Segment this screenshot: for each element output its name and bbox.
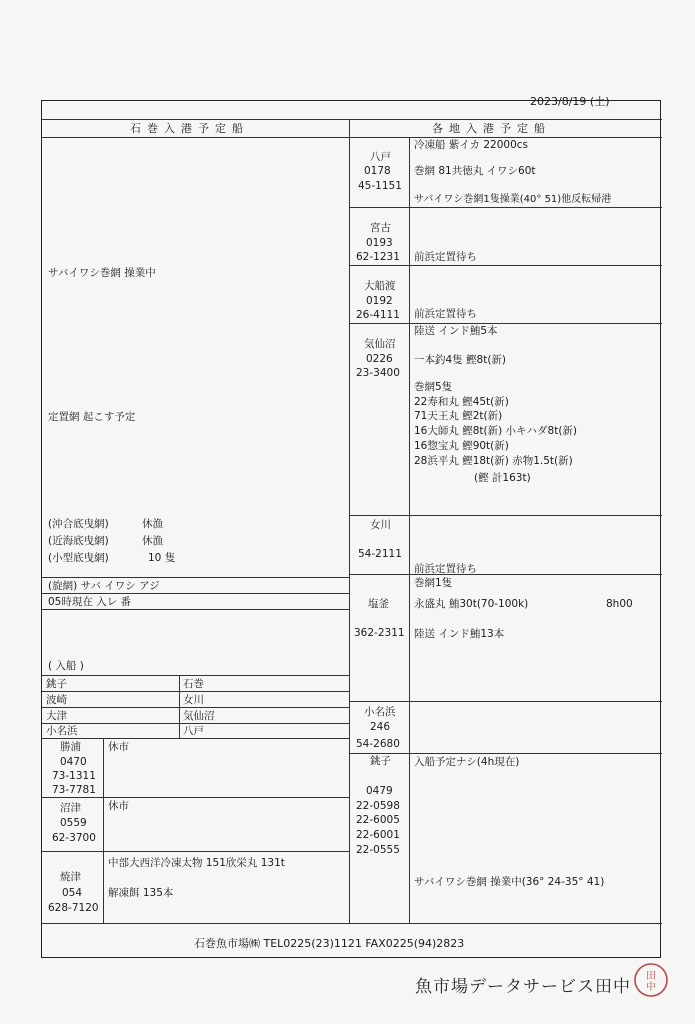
seal-text: 田 bbox=[646, 971, 656, 982]
hachinohe-line: 冷凍船 紫イカ 22000cs bbox=[414, 139, 529, 151]
numazu-status: 休市 bbox=[108, 800, 129, 812]
date: 2023/8/19 (土) bbox=[530, 95, 610, 108]
sokobiki-label: (沖合底曳網) bbox=[48, 518, 109, 530]
shiogama-line: 永盛丸 鮪30t(70-100k) bbox=[414, 598, 529, 610]
kesennuma-tel: 0226 bbox=[366, 353, 393, 365]
onahama-tel: 54-2680 bbox=[356, 738, 400, 750]
kesennuma-line: 22寿和丸 鰹45t(新) bbox=[414, 396, 509, 408]
ofunato-name: 大船渡 bbox=[364, 280, 396, 292]
kesennuma-line: 巻網5隻 bbox=[414, 381, 453, 393]
yaizu-name: 焼津 bbox=[60, 871, 81, 883]
yaizu-line: 中部大西洋冷凍太物 151欣栄丸 131t bbox=[108, 857, 285, 869]
numazu-tel: 0559 bbox=[60, 817, 87, 829]
header-other-ports: 各地入港予定船 bbox=[432, 122, 551, 135]
miyako-tel: 0193 bbox=[366, 237, 393, 249]
port-cell: 八戸 bbox=[183, 725, 204, 737]
katsuura-tel: 73-7781 bbox=[52, 784, 96, 796]
kesennuma-name: 気仙沼 bbox=[364, 338, 396, 350]
choshi-line: 入船予定ナシ(4h現在) bbox=[414, 756, 520, 768]
tanaka-seal-icon bbox=[633, 962, 669, 998]
shiogama-tel: 362-2311 bbox=[354, 627, 405, 639]
hachinohe-tel: 0178 bbox=[364, 165, 391, 177]
sokobiki-status: 休漁 bbox=[142, 518, 163, 530]
miyako-line: 前浜定置待ち bbox=[414, 251, 477, 263]
shiogama-line: 陸送 インド鮪13本 bbox=[414, 628, 505, 640]
data-service-stamp: 魚市場データサービス田中 bbox=[415, 977, 631, 997]
port-cell: 気仙沼 bbox=[183, 710, 215, 722]
katsuura-status: 休市 bbox=[108, 741, 129, 753]
sokobiki-label: (小型底曳網) bbox=[48, 552, 109, 564]
yaizu-line: 解凍餌 135本 bbox=[108, 887, 174, 899]
onagawa-tel: 54-2111 bbox=[358, 548, 402, 560]
katsuura-name: 勝浦 bbox=[60, 741, 81, 753]
kesennuma-line: 一本釣4隻 鰹8t(新) bbox=[414, 354, 507, 366]
hachinohe-line: 巻網 81共徳丸 イワシ60t bbox=[414, 165, 536, 177]
choshi-tel: 22-0598 bbox=[356, 800, 400, 812]
miyako-name: 宮古 bbox=[370, 222, 391, 234]
port-cell: 大津 bbox=[46, 710, 67, 722]
port-cell: 女川 bbox=[183, 694, 204, 706]
hachinohe-name: 八戸 bbox=[370, 151, 391, 163]
numazu-tel: 62-3700 bbox=[52, 832, 96, 844]
miyako-tel: 62-1231 bbox=[356, 251, 400, 263]
katsuura-tel: 73-1311 bbox=[52, 770, 96, 782]
choshi-tel: 0479 bbox=[366, 785, 393, 797]
kesennuma-line: (鰹 計163t) bbox=[474, 472, 531, 484]
onahama-tel: 246 bbox=[370, 721, 391, 733]
shiogama-line: 巻網1隻 bbox=[414, 577, 453, 589]
hachinohe-tel: 45-1151 bbox=[358, 180, 402, 192]
choshi-tel: 22-0555 bbox=[356, 844, 400, 856]
sokobiki-status: 10 隻 bbox=[148, 552, 176, 564]
sokobiki-label: (近海底曳網) bbox=[48, 535, 109, 547]
ofunato-tel: 26-4111 bbox=[356, 309, 400, 321]
choshi-name: 銚子 bbox=[370, 755, 391, 767]
kesennuma-line: 陸送 インド鮪5本 bbox=[414, 325, 498, 337]
yaizu-tel: 054 bbox=[62, 887, 83, 899]
sokobiki-status: 休漁 bbox=[142, 535, 163, 547]
shiogama-time: 8h00 bbox=[606, 598, 633, 610]
katsuura-tel: 0470 bbox=[60, 756, 87, 768]
port-cell: 波崎 bbox=[46, 694, 67, 706]
senami-label: (旋網) サバ イワシ アジ bbox=[48, 580, 160, 592]
teichi-status: 定置網 起こす予定 bbox=[48, 411, 136, 423]
onagawa-name: 女川 bbox=[370, 519, 391, 531]
port-cell: 小名浜 bbox=[46, 725, 78, 737]
choshi-tel: 22-6001 bbox=[356, 829, 400, 841]
seal-text: 中 bbox=[646, 982, 656, 993]
shiogama-name: 塩釜 bbox=[368, 598, 389, 610]
landing-schedule-sheet bbox=[41, 100, 661, 958]
genzai-label: 05時現在 入レ 番 bbox=[48, 596, 132, 608]
ofunato-tel: 0192 bbox=[366, 295, 393, 307]
numazu-name: 沼津 bbox=[60, 802, 81, 814]
kesennuma-line: 28浜平丸 鰹18t(新) 赤物1.5t(新) bbox=[414, 455, 573, 467]
onahama-name: 小名浜 bbox=[364, 706, 396, 718]
choshi-tel: 22-6005 bbox=[356, 814, 400, 826]
yaizu-tel: 628-7120 bbox=[48, 902, 99, 914]
kesennuma-line: 16惣宝丸 鰹90t(新) bbox=[414, 440, 509, 452]
kesennuma-tel: 23-3400 bbox=[356, 367, 400, 379]
kesennuma-line: 16大師丸 鰹8t(新) 小キハダ8t(新) bbox=[414, 425, 578, 437]
onagawa-line: 前浜定置待ち bbox=[414, 563, 477, 575]
hachinohe-line: サバイワシ巻網1隻操業(40° 51)他反転帰港 bbox=[414, 194, 612, 205]
nyusen-label: ( 入船 ) bbox=[48, 660, 84, 672]
kesennuma-line: 71天王丸 鰹2t(新) bbox=[414, 410, 503, 422]
market-footer: 石巻魚市場㈱ TEL0225(23)1121 FAX0225(94)2823 bbox=[194, 937, 465, 950]
header-ishinomaki: 石巻入港予定船 bbox=[130, 122, 249, 135]
saba-iwashi-status: サバイワシ巻網 操業中 bbox=[48, 267, 156, 279]
port-cell: 石巻 bbox=[183, 678, 204, 690]
ofunato-line: 前浜定置待ち bbox=[414, 308, 477, 320]
port-cell: 銚子 bbox=[46, 678, 67, 690]
choshi-line: サバイワシ巻網 操業中(36° 24-35° 41) bbox=[414, 876, 605, 888]
